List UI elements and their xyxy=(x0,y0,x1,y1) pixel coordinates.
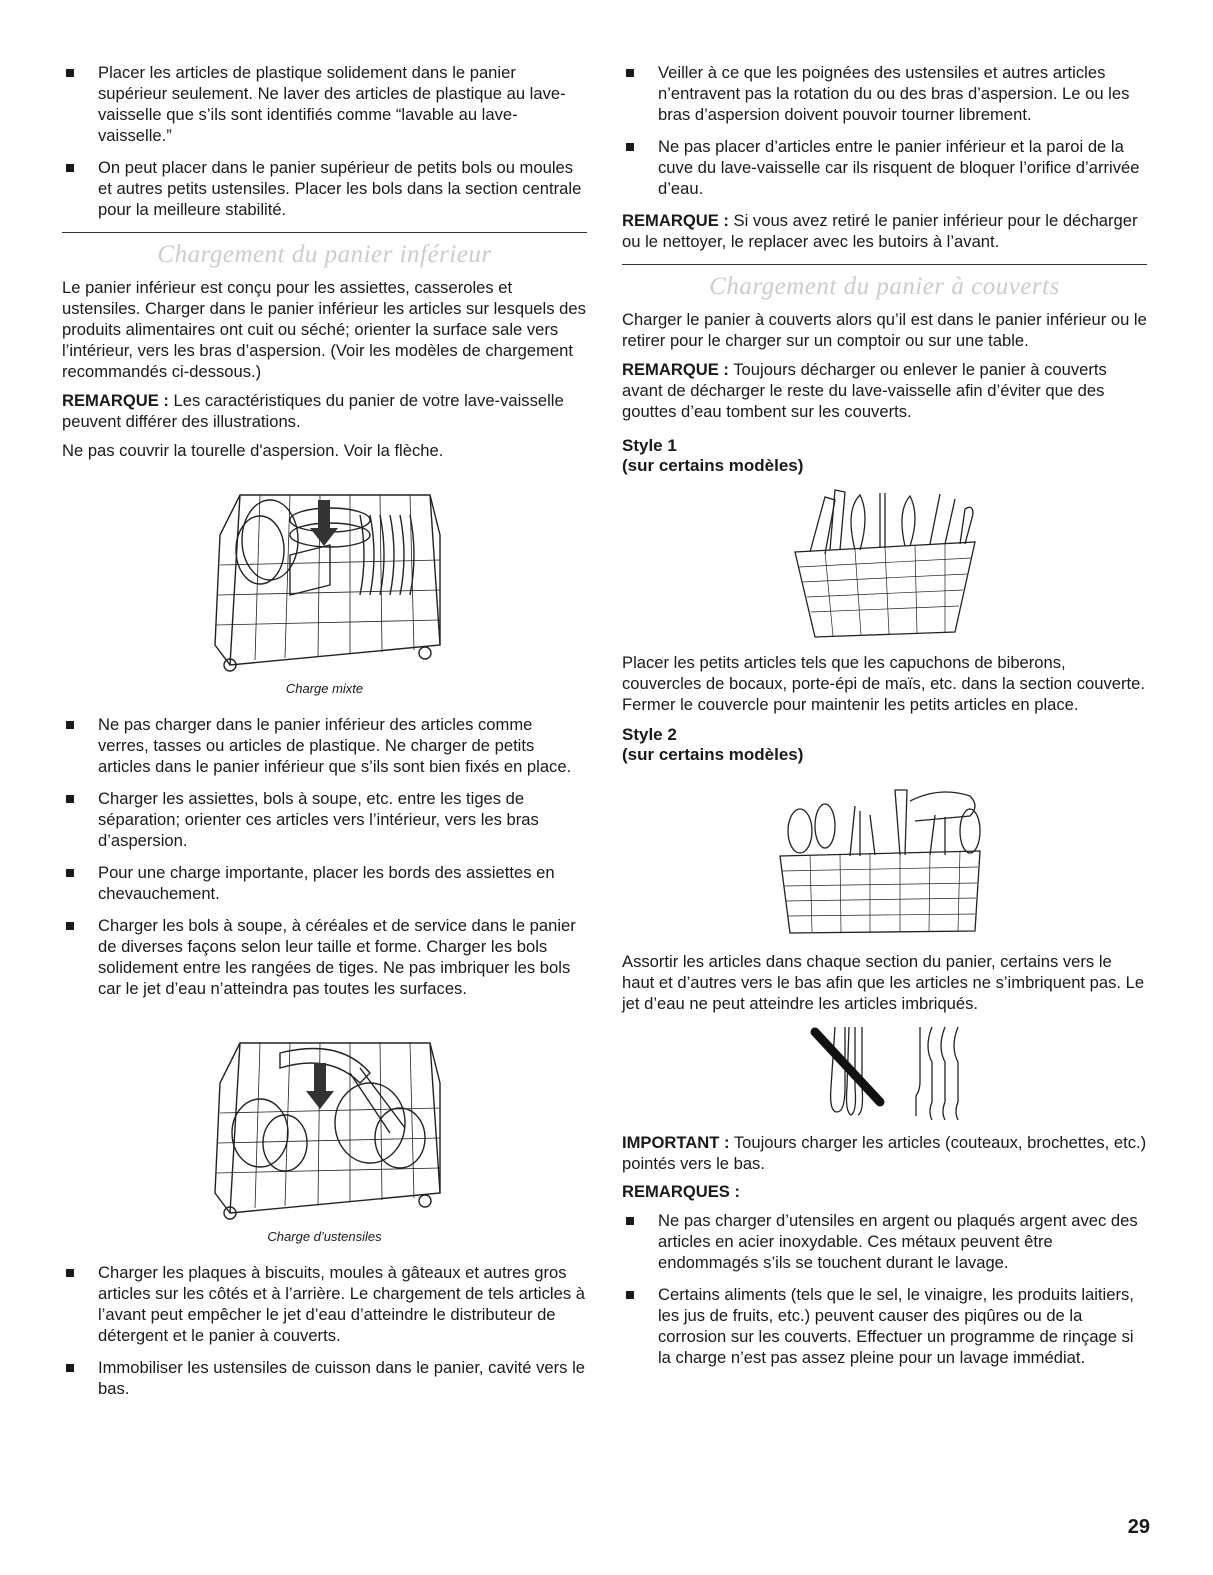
style-1-text: Placer les petits articles tels que les capuchons de biberons, couvercles de bocaux, porte-épi de maïs, etc. dans la section couverte. Fermer le couvercle pour maintenir les petits articles en place. xyxy=(622,653,1145,714)
figure-caption: Charge d’ustensiles xyxy=(267,1229,382,1244)
basket-intro: Charger le panier à couverts alors qu’il est dans le panier inférieur ou le retirer pour le charger sur un comptoir ou sur une table. xyxy=(622,310,1147,350)
list-item: Charger les plaques à biscuits, moules à gâteaux et autres gros articles sur les côtés et à l’arrière. Le chargement de tels articles à l’avant peut empêcher le jet d’eau d’atteindre le distributeur de détergent et le panier à couverts. xyxy=(62,1262,587,1346)
mixed-load-rack-illustration xyxy=(200,475,450,675)
remarques-bullets xyxy=(622,1210,1147,1368)
upper-rack-bullets xyxy=(62,62,587,220)
bullet-square-icon xyxy=(66,1364,74,1372)
section-divider xyxy=(62,232,587,233)
basket-note: REMARQUE : Toujours décharger ou enlever le panier à couverts avant de décharger le reste du lave-vaisselle afin d’éviter que des gouttes d’eau tombent sur les couverts. xyxy=(622,360,1107,421)
bullet-square-icon xyxy=(626,143,634,151)
spray-arm-bullets xyxy=(622,62,1147,199)
list-item: Ne pas charger dans le panier inférieur des articles comme verres, tasses ou articles de plastique. Ne charger de petits articles dans le panier inférieur que s’ils sont bien fixés en place. xyxy=(62,714,587,777)
right-column xyxy=(622,62,1147,1379)
bullet-square-icon xyxy=(66,922,74,930)
bullet-square-icon xyxy=(626,69,634,77)
bullet-square-icon xyxy=(66,69,74,77)
list-item: Certains aliments (tels que le sel, le vinaigre, les produits laitiers, les jus de fruits, etc.) peuvent causer des piqûres ou de la corrosion sur les couverts. Effectuer un programme de rinçage si la charge n’est pas assez pleine pour un lavage immédiat. xyxy=(622,1284,1147,1368)
basket-style-2-illustration xyxy=(770,771,1000,941)
bullet-square-icon xyxy=(66,721,74,729)
bullet-square-icon xyxy=(626,1217,634,1225)
lower-rack-bullets xyxy=(62,714,587,999)
tower-note: Ne pas couvrir la tourelle d'aspersion. Voir la flèche. xyxy=(62,441,444,460)
page-number: 29 xyxy=(1127,1516,1150,1538)
list-item: Charger les assiettes, bols à soupe, etc. entre les tiges de séparation; orienter ces articles vers l’intérieur, vers les bras d’aspersion. xyxy=(62,788,587,851)
list-item: Immobiliser les ustensiles de cuisson dans le panier, cavité vers le bas. xyxy=(62,1357,587,1399)
utensil-load-rack-illustration xyxy=(200,1023,450,1223)
large-items-bullets xyxy=(62,1262,587,1399)
list-item: Charger les bols à soupe, à céréales et de service dans le panier de diverses façons selon leur taille et forme. Charger les bols solidement entre les rangées de tiges. Ne pas imbriquer les bols car le jet d’eau n’atteindra pas toutes les surfaces. xyxy=(62,915,587,999)
list-item: Ne pas charger d’utensiles en argent ou plaqués argent avec des articles en acier inoxydable. Ces métaux peuvent être endommagés s’ils se touchent durant le lavage. xyxy=(622,1210,1147,1273)
important-note: IMPORTANT : Toujours charger les articles (couteaux, brochettes, etc.) pointés vers le bas. xyxy=(622,1133,1147,1173)
list-item: On peut placer dans le panier supérieur de petits bols ou moules et autres petits ustensiles. Placer les bols dans la section centrale pour la meilleure stabilité. xyxy=(62,157,587,220)
cutlery-orientation-illustration xyxy=(800,1022,970,1122)
bullet-square-icon xyxy=(66,164,74,172)
lower-rack-note: REMARQUE : Les caractéristiques du panier de votre lave-vaisselle peuvent différer des illustrations. xyxy=(62,391,564,431)
list-item: Pour une charge importante, placer les bords des assiettes en chevauchement. xyxy=(62,862,587,904)
list-item: Ne pas placer d’articles entre le panier inférieur et la paroi de la cuve du lave-vaisselle car ils risquent de bloquer l’orifice d’arrivée d’eau. xyxy=(622,136,1147,199)
section-title-silverware-basket: Chargement du panier à couverts xyxy=(709,273,1060,300)
bullet-square-icon xyxy=(66,869,74,877)
section-divider xyxy=(622,264,1147,265)
style-1-heading: Style 1 (sur certains modèles) xyxy=(622,436,804,475)
style-2-text: Assortir les articles dans chaque section du panier, certains vers le haut et d’autres vers le bas afin que les articles ne s’imbriquent pas. Le jet d’eau ne peut atteindre les articles imbriqués. xyxy=(622,952,1145,1013)
style-2-heading: Style 2 (sur certains modèles) xyxy=(622,725,804,764)
left-column xyxy=(62,62,587,1410)
basket-style-1-illustration xyxy=(785,482,985,642)
remarques-heading: REMARQUES : xyxy=(622,1182,741,1201)
section-title-lower-rack: Chargement du panier inférieur xyxy=(157,241,492,268)
bullet-square-icon xyxy=(626,1291,634,1299)
bullet-square-icon xyxy=(66,1269,74,1277)
bullet-square-icon xyxy=(66,795,74,803)
rack-stop-note: REMARQUE : Si vous avez retiré le panier inférieur pour le décharger ou le nettoyer, le replacer avec les butoirs à l’avant. xyxy=(622,211,1138,251)
lower-rack-intro: Le panier inférieur est conçu pour les assiettes, casseroles et ustensiles. Charger dans le panier inférieur les articles sur lesquels des produits alimentaires ont cuit ou séché; orienter la surface sale vers l’intérieur, vers les bras d’aspersion. (Voir les modèles de chargement recommandés ci-dessous.) xyxy=(62,278,586,381)
list-item: Placer les articles de plastique solidement dans le panier supérieur seulement. Ne laver des articles de plastique au lave-vaisselle que s’ils sont identifiés comme “lavable au lave-vaisselle.” xyxy=(62,62,587,146)
figure-caption: Charge mixte xyxy=(285,681,364,696)
list-item: Veiller à ce que les poignées des ustensiles et autres articles n’entravent pas la rotation du ou des bras d’aspersion. Le ou les bras d’aspersion doivent pouvoir tourner librement. xyxy=(622,62,1147,125)
